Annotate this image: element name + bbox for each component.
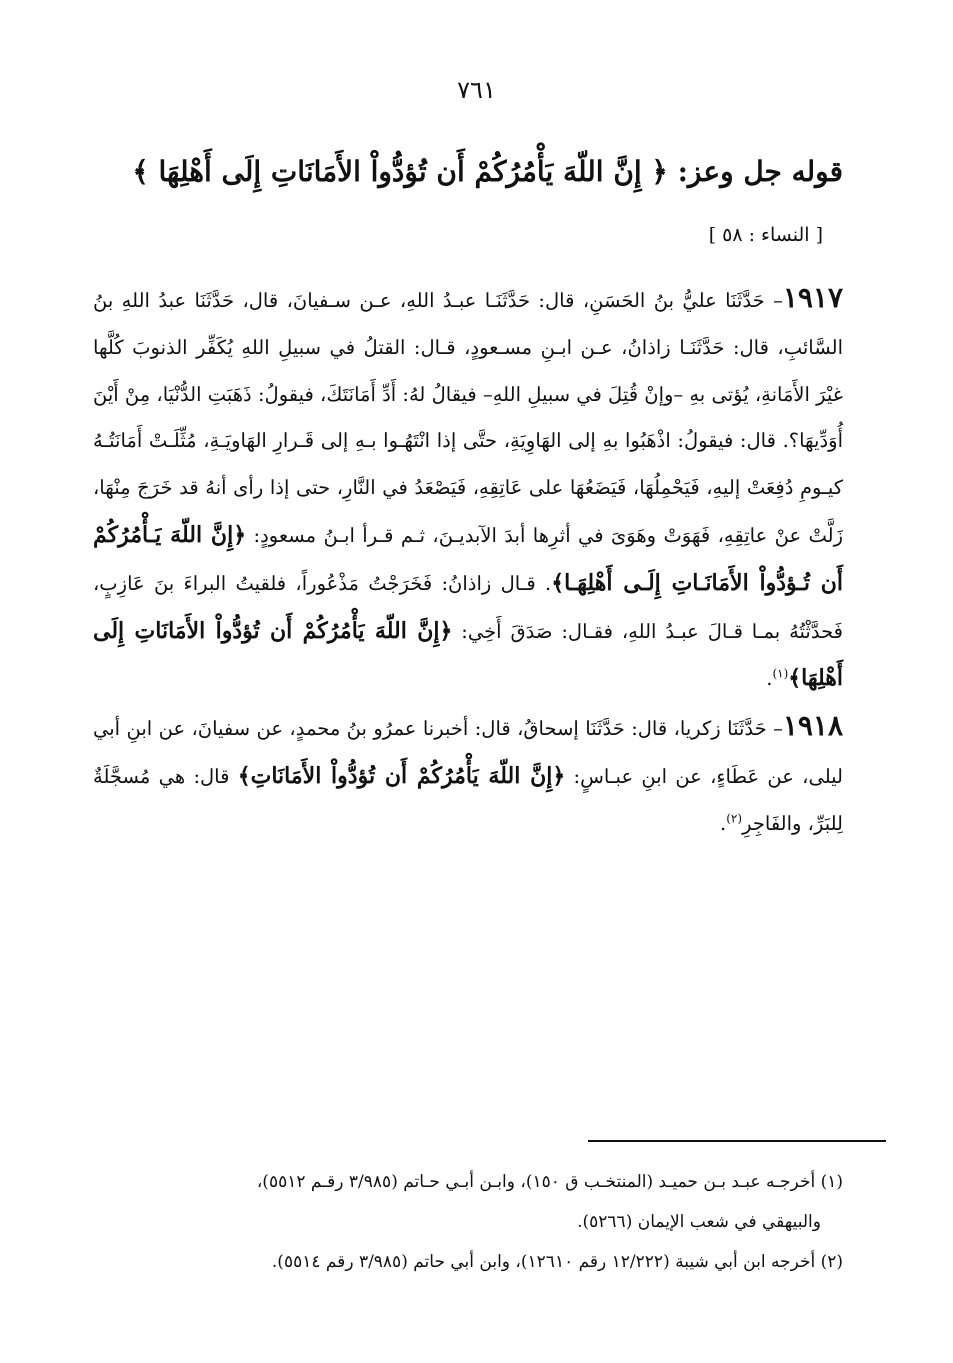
page-number: ٧٦١ — [457, 76, 496, 104]
sentence-end: . — [766, 667, 773, 691]
quran-verse: ﴿إِنَّ اللّهَ يَأْمُرُكُمْ أَن تُؤدُّواْ الأَمَانَاتِ إِلَى أَهْلِهَا﴾ — [93, 617, 843, 692]
footnote-1 — [93, 1162, 843, 1202]
section-heading — [103, 150, 843, 194]
hadith-text: – حَدَّثَنَا زكريا، قال: حَدَّثَنَا إسحاقُ، قال: أخبرنا عمرُو بنُ محمدٍ، عن سفيانَ، عن ابنِ أبي ليلى، عن عَطَاءٍ، عن ابنِ عبـاسٍ: — [93, 717, 844, 788]
footnote-text: (٢) أخرجه ابن أبي شيبة (١٢/٢٢٢ رقم ١٢٦١٠)، وابن أبي حاتم (٣/٩٨٥ رقم ٥٥١٤). — [271, 1252, 843, 1272]
hadith-number: ١٩١٨ — [782, 709, 843, 743]
hadith-1918 — [93, 703, 843, 847]
footnote-2 — [93, 1242, 843, 1282]
footnote-1-continued — [93, 1202, 843, 1242]
heading-verse: ﴿ إِنَّ اللّهَ يَأْمُرُكُمْ أَن تُؤدُّواْ الأَمَانَاتِ إِلَى أَهْلِهَا ﴾ — [132, 155, 668, 188]
heading-prefix: قوله جل وعز: — [677, 155, 843, 188]
footnote-divider — [588, 1140, 886, 1142]
footnote-ref[interactable]: (٢) — [726, 811, 743, 826]
hadith-text: قال: هي مُسجَّلَةٌ لِلبَرِّ، والفَاجِرِ — [93, 764, 843, 835]
footnote-text: والبيهقي في شعب الإيمان (٥٢٦٦). — [577, 1212, 821, 1232]
sentence-end: . — [720, 811, 727, 835]
hadith-text: – حَدَّثَنَا عليُّ بنُ الحَسَنِ، قال: حَدَّثَنَـا عبـدُ اللهِ، عـن سـفيانَ، قال، حَدَّثَنَا عبدُ اللهِ بنُ السَّائبِ، قال: حَدَّثَنَـا زاذانُ، عـن ابـنِ مسـعودٍ، قـال: القتلُ في سبيلِ اللهِ يُكَفِّر الذنوبَ كُلَّها غيْرَ الأَمَانةِ، يُؤتى بهِ –وإنْ قُتِلَ في سبيلِ اللهِ– فيقالُ لهُ: أَدِّ أَمَانَتَكَ، فيقولُ: ذَهَبَتِ الدُّنْيَا، مِنْ أَيْنَ أُوَدِّيهَا؟. قال: فيقولُ: اذْهَبُوا بهِ إلى الهَاوِيَةِ، حتَّى إذا انْتَهُـوا بـهِ إلى قَـرارِ الهَاويَـةِ، مُثِّلَـتْ أَمَانَتُـهُ كيـومِ دُفِعَتْ إليهِ، فَيَحْمِلُهَا، فَيَضَعُهَا على عَاتِقِهِ، فَيَصْعَدُ في النَّارِ، حتى إذا رأى أنهُ قد خَرَجَ مِنْهَا، زَلَّتْ عنْ عاتِقِهِ، فَهَوَتْ وهَوَىَ في أثرِها أبدَ الآبديـنَ، ثـم قـرأ ابـنُ مسعودٍ: — [93, 289, 843, 547]
hadith-text: . قـال زاذانُ: فَخَرَجْتُ مَذْعُوراً، فلقيتُ البراءَ بنَ عَازِبٍ، فَحدَّثْتُهُ بمـا قـالَ عبـدُ اللهِ، فقـال: صَدَقَ أَخِي: — [93, 571, 844, 643]
verse-citation: [ النساء : ٥٨ ] — [708, 224, 823, 246]
hadith-1917 — [93, 275, 843, 703]
footnote-text: (١) أخرجـه عبـد بـن حميـد (المنتخـب ق ١٥٠)، وابـن أبـي حـاتم (٣/٩٨٥ رقـم ٥٥١٢)، — [256, 1172, 843, 1192]
footnote-ref[interactable]: (١) — [772, 666, 789, 681]
hadith-number: ١٩١٧ — [782, 281, 843, 314]
hadith-body — [93, 275, 843, 848]
quran-verse: ﴿إِنَّ اللّهَ يَأْمُرُكُمْ أَن تُؤدُّواْ الأَمَانَاتِ﴾ — [237, 762, 566, 789]
footnotes — [93, 1162, 843, 1282]
quran-verse: ﴿إِنَّ اللّهَ يَـأْمُرُكُمْ أَن تُـؤدُّواْ الأَمَانَـاتِ إِلَـى أَهْلِهَـا﴾ — [93, 521, 843, 596]
